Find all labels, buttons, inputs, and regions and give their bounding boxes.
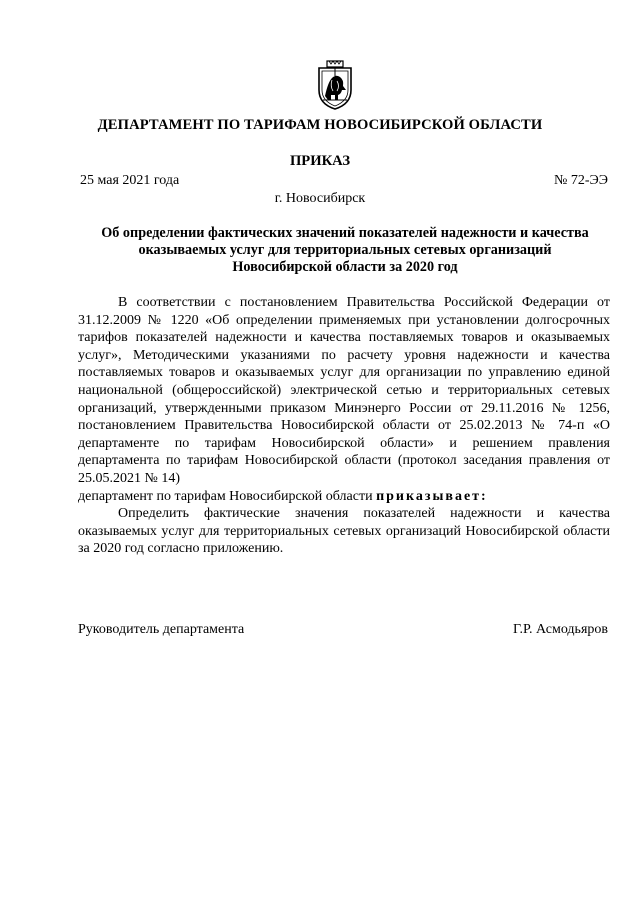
decree-word: приказывает: [376,488,488,504]
order-city: г. Новосибирск [274,191,366,206]
document-type: ПРИКАЗ [289,153,351,169]
order-paragraph: Определить фактические значения показателей надежности и качества оказываемых услуг для территориальных сетевых организаций Новосибирской области за 2020 год согласно приложению. [78,506,610,557]
preamble-paragraph: В соответствии с постановлением Правительства Российской Федерации от 31.12.2009 № 1220 «Об определении применяемых при установлении долгосрочных тарифов показателей надежности и качества поставляемых товаров и оказываемых услуг», Методическими указаниями по расчету уровня надежности и качества поставляемых товаров и оказываемых услуг для организации по управлению единой национальной (общероссийской) электрической сетью и территориальных сетевых организаций, утвержденными приказом Минэнерго России от 29.11.2016 № 1256, постановлением Правительства Новосибирской области от 25.02.2013 № 74-п «О департаменте по тарифам Новосибирской области» и решением правления департамента по тарифам Новосибирской области (протокол заседания правления от 25.05.2021 № 14) [78,295,610,486]
subject-line: оказываемых услуг для территориальных сетевых организаций [138,242,552,258]
coat-of-arms-icon [316,60,354,110]
signer-position: Руководитель департамента [78,622,245,637]
order-body [78,294,610,558]
order-subject [80,225,610,276]
order-number: № 72-ЭЭ [553,173,608,188]
subject-line: Новосибирской области за 2020 год [232,259,458,275]
decree-line [78,488,610,506]
decree-prefix: департамент по тарифам Новосибирской области [78,488,377,504]
order-date: 25 мая 2021 года [80,173,180,188]
signer-name: Г.Р. Асмодьяров [512,622,608,637]
department-name: ДЕПАРТАМЕНТ ПО ТАРИФАМ НОВОСИБИРСКОЙ ОБЛАСТИ [97,117,543,133]
subject-line: Об определении фактических значений показателей надежности и качества [101,225,589,241]
